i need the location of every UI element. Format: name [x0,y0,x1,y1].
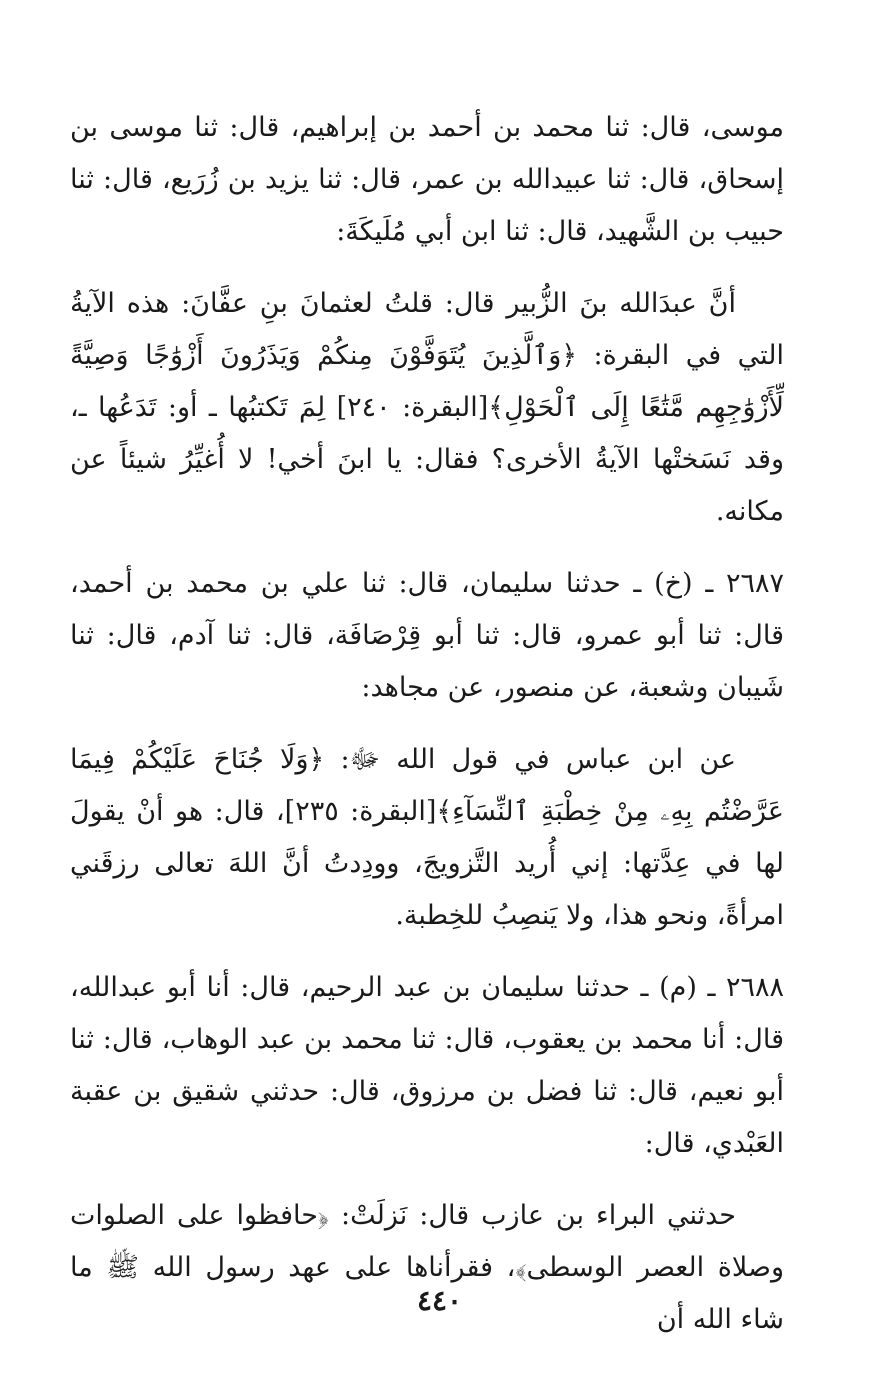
paragraph-hadith-2688: ٢٦٨٨ ـ (م) ـ حدثنا سليمان بن عبد الرحيم، قال: أنا أبو عبدالله، قال: أنا محمد بن يعقوب، قال: ثنا محمد بن عبد الوهاب، قال: ثنا أبو نعيم، قال: ثنا فضل بن مرزوق، قال: حدثني شقيق بن عقبة العَبْدي، قال: [70,972,784,1159]
paragraph-isnad-continuation: موسى، قال: ثنا محمد بن أحمد بن إبراهيم، قال: ثنا موسى بن إسحاق، قال: ثنا عبيدالله بن عمر، قال: ثنا يزيد بن زُرَيع، قال: ثنا حبيب بن الشَّهيد، قال: ثنا ابن أبي مُلَيكَةَ: [70,112,784,247]
page-body [70,102,784,1346]
page-number: ٤٤٠ [416,1284,463,1317]
paragraph-ibn-abbas: عن ابن عباس في قول الله ﷻ: ﴿وَلَا جُنَاحَ عَلَيْكُمْ فِيمَا عَرَّضْتُم بِهِۦ مِنْ خِطْبَةِ ٱلنِّسَآءِ﴾[البقرة: ٢٣٥]، قال: هو أنْ يقولَ لها في عِدَّتها: إني أُريد التَّزويجَ، وودِدتُ أنَّ اللهَ تعالى رزقَني امرأةً، ونحو هذا، ولا يَنصِبُ للخِطبة. [70,744,784,931]
paragraph-hadith-2687: ٢٦٨٧ ـ (خ) ـ حدثنا سليمان، قال: ثنا علي بن محمد بن أحمد، قال: ثنا أبو عمرو، قال: ثنا أبو قِرْصَافَة، قال: ثنا آدم، قال: ثنا شَيبان وشعبة، عن منصور، عن مجاهد: [70,568,784,703]
paragraph-hadith-text: أنَّ عبدَالله بنَ الزُّبير قال: قلتُ لعثمانَ بنِ عفَّانَ: هذه الآيةُ التي في البقرة: ﴿وَٱلَّذِينَ يُتَوَفَّوْنَ مِنكُمْ وَيَذَرُونَ أَزْوَٰجًا وَصِيَّةً لِّأَزْوَٰجِهِم مَّتَٰعًا إِلَى ٱلْحَوْلِ﴾[البقرة: ٢٤٠] لِمَ تَكتبُها ـ أو: تَدَعُها ـ، وقد نَسَختْها الآيةُ الأخرى؟ فقال: يا ابنَ أخي! لا أُغيِّرُ شيئاً عن مكانه. [70,288,785,527]
paragraph-bara-narration: حدثني البراء بن عازب قال: نَزلَتْ: ﴿حافظوا على الصلوات وصلاة العصر الوسطى﴾، فقرأناها على عهد رسول الله ﷺ ما شاء الله أن [70,1200,784,1335]
